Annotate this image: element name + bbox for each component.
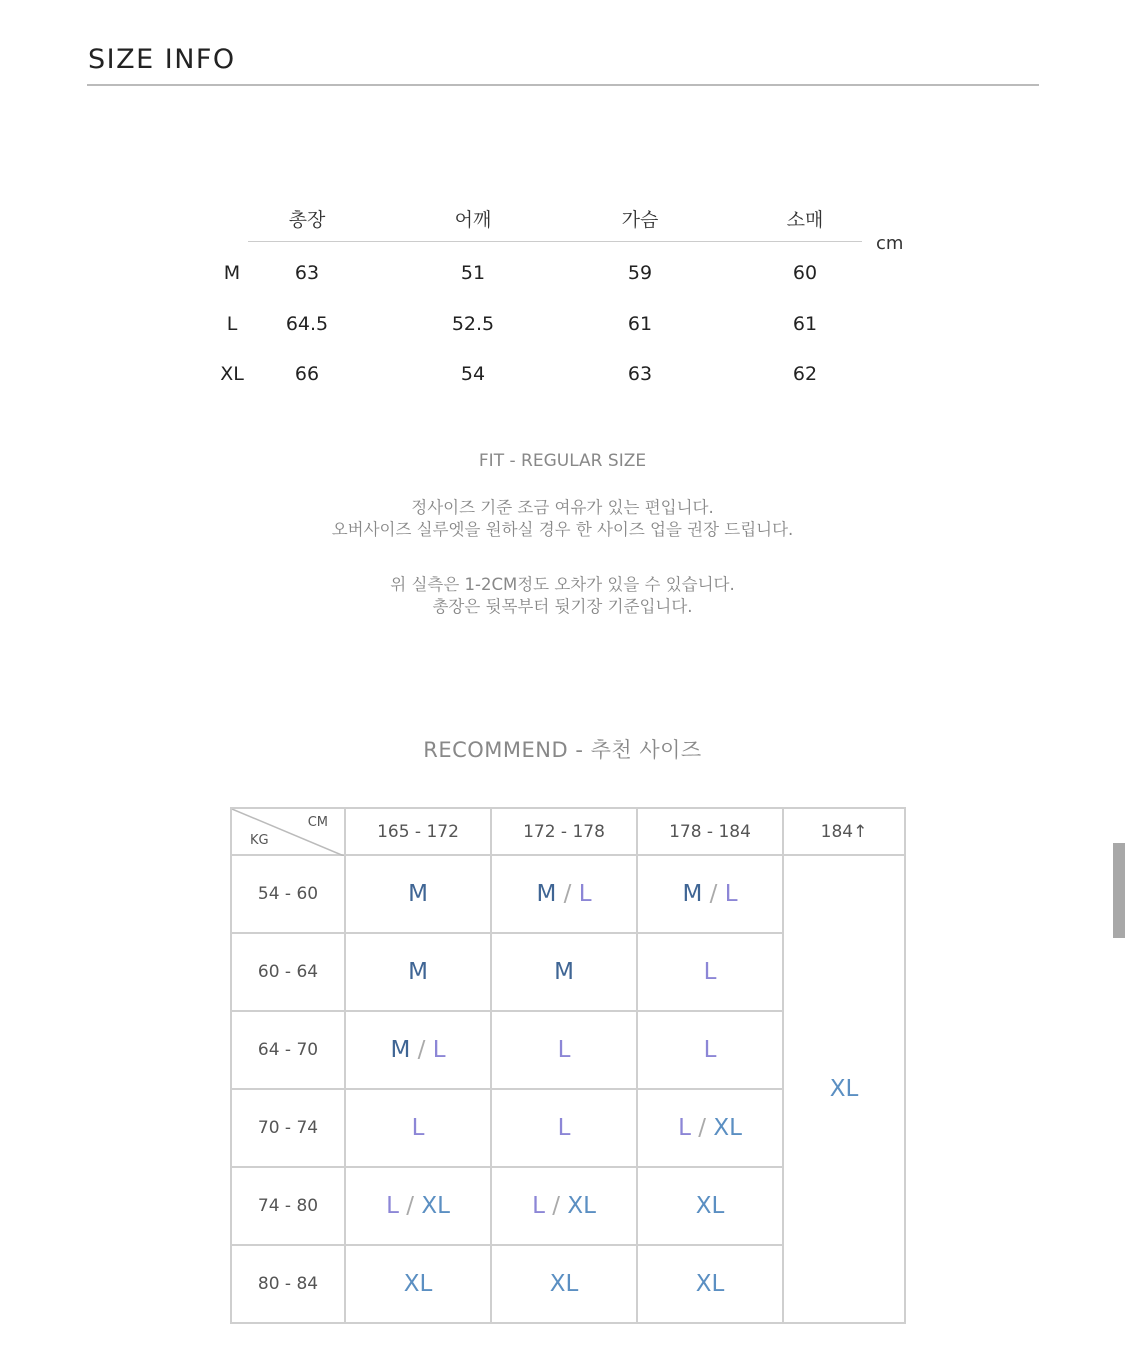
size-value: 60	[792, 262, 818, 284]
separator: /	[406, 1193, 414, 1219]
size-value: 63	[627, 363, 653, 385]
size-xl: XL	[695, 1271, 725, 1297]
size-m: M	[536, 881, 557, 907]
size-xl: XL	[567, 1193, 596, 1219]
size-xl: XL	[549, 1271, 579, 1297]
note-line-4: 총장은 뒷목부터 뒷기장 기준입니다.	[432, 597, 693, 616]
size-row-label: XL	[220, 363, 244, 385]
tall-recommend-cell	[783, 855, 905, 1323]
separator: /	[563, 881, 572, 907]
size-row-label: L	[226, 313, 238, 335]
recommend-cell	[637, 933, 783, 1011]
size-column-header: 어깨	[454, 209, 492, 231]
recommend-cell	[491, 1245, 637, 1323]
height-range-header: 184↑	[783, 808, 905, 855]
separator: /	[552, 1193, 560, 1219]
size-value: 59	[627, 262, 653, 284]
recommend-cell	[345, 1245, 491, 1323]
recommend-cell	[345, 855, 491, 933]
size-xl: XL	[421, 1193, 450, 1219]
weight-range: 64 - 70	[231, 1011, 345, 1089]
size-l: L	[678, 1115, 691, 1141]
size-value: 62	[792, 363, 818, 385]
size-l: L	[432, 1037, 446, 1063]
size-l: L	[724, 881, 738, 907]
note-line-1: 정사이즈 기준 조금 여유가 있는 편입니다.	[411, 498, 714, 517]
recommend-cell	[491, 1167, 637, 1245]
size-m: M	[390, 1037, 411, 1063]
size-l: L	[557, 1037, 571, 1063]
height-range-header: 178 - 184	[637, 808, 783, 855]
recommend-cell	[345, 1167, 491, 1245]
separator: /	[417, 1037, 426, 1063]
recommend-table	[230, 807, 906, 1324]
height-range-header: 165 - 172	[345, 808, 491, 855]
separator: /	[698, 1115, 706, 1141]
corner-cm-label: CM	[307, 815, 328, 830]
size-value: 52.5	[451, 313, 495, 335]
size-value: 66	[294, 363, 320, 385]
size-xl: XL	[695, 1193, 725, 1219]
recommend-cell	[637, 1089, 783, 1167]
weight-range: 60 - 64	[231, 933, 345, 1011]
recommend-cell	[491, 855, 637, 933]
size-l: L	[703, 1037, 717, 1063]
note-line-3: 위 실측은 1-2CM정도 오차가 있을 수 있습니다.	[390, 575, 735, 594]
note-line-2: 오버사이즈 실루엣을 원하실 경우 한 사이즈 업을 권장 드립니다.	[331, 520, 794, 539]
scrollbar-thumb[interactable]	[1113, 843, 1125, 938]
size-xl: XL	[829, 1076, 859, 1102]
recommend-cell	[345, 1089, 491, 1167]
fit-label: FIT - REGULAR SIZE	[478, 451, 647, 471]
weight-range: 80 - 84	[231, 1245, 345, 1323]
recommend-title: RECOMMEND - 추천 사이즈	[423, 738, 702, 762]
size-m: M	[682, 881, 703, 907]
size-value: 63	[294, 262, 320, 284]
size-l: L	[578, 881, 592, 907]
recommend-cell	[637, 1167, 783, 1245]
height-range-header: 172 - 178	[491, 808, 637, 855]
weight-range: 74 - 80	[231, 1167, 345, 1245]
recommend-cell	[491, 933, 637, 1011]
size-value: 61	[792, 313, 818, 335]
size-row-label: M	[223, 262, 241, 284]
weight-range: 70 - 74	[231, 1089, 345, 1167]
size-l: L	[557, 1115, 571, 1141]
weight-range: 54 - 60	[231, 855, 345, 933]
size-l: L	[411, 1115, 425, 1141]
size-l: L	[532, 1193, 545, 1219]
corner-kg-label: KG	[250, 833, 269, 848]
size-m: M	[408, 959, 428, 985]
size-table-divider	[248, 241, 862, 242]
recommend-cell	[637, 855, 783, 933]
unit-label: cm	[876, 233, 904, 254]
separator: /	[709, 881, 718, 907]
recommend-cell	[637, 1011, 783, 1089]
size-l: L	[703, 959, 717, 985]
recommend-cell	[491, 1089, 637, 1167]
size-column-header: 소매	[786, 209, 824, 231]
size-value: 54	[460, 363, 486, 385]
size-m: M	[554, 959, 574, 985]
size-column-header: 가슴	[621, 209, 659, 231]
size-value: 51	[460, 262, 486, 284]
recommend-cell	[345, 1011, 491, 1089]
size-l: L	[386, 1193, 399, 1219]
recommend-cell	[637, 1245, 783, 1323]
size-xl: XL	[403, 1271, 433, 1297]
page-title: SIZE INFO	[88, 44, 236, 75]
size-m: M	[408, 881, 428, 907]
recommend-cell	[491, 1011, 637, 1089]
title-divider	[87, 84, 1039, 86]
recommend-cell	[345, 933, 491, 1011]
size-xl: XL	[713, 1115, 742, 1141]
corner-cell	[231, 808, 345, 855]
size-value: 61	[627, 313, 653, 335]
size-column-header: 총장	[288, 209, 326, 231]
size-value: 64.5	[285, 313, 329, 335]
